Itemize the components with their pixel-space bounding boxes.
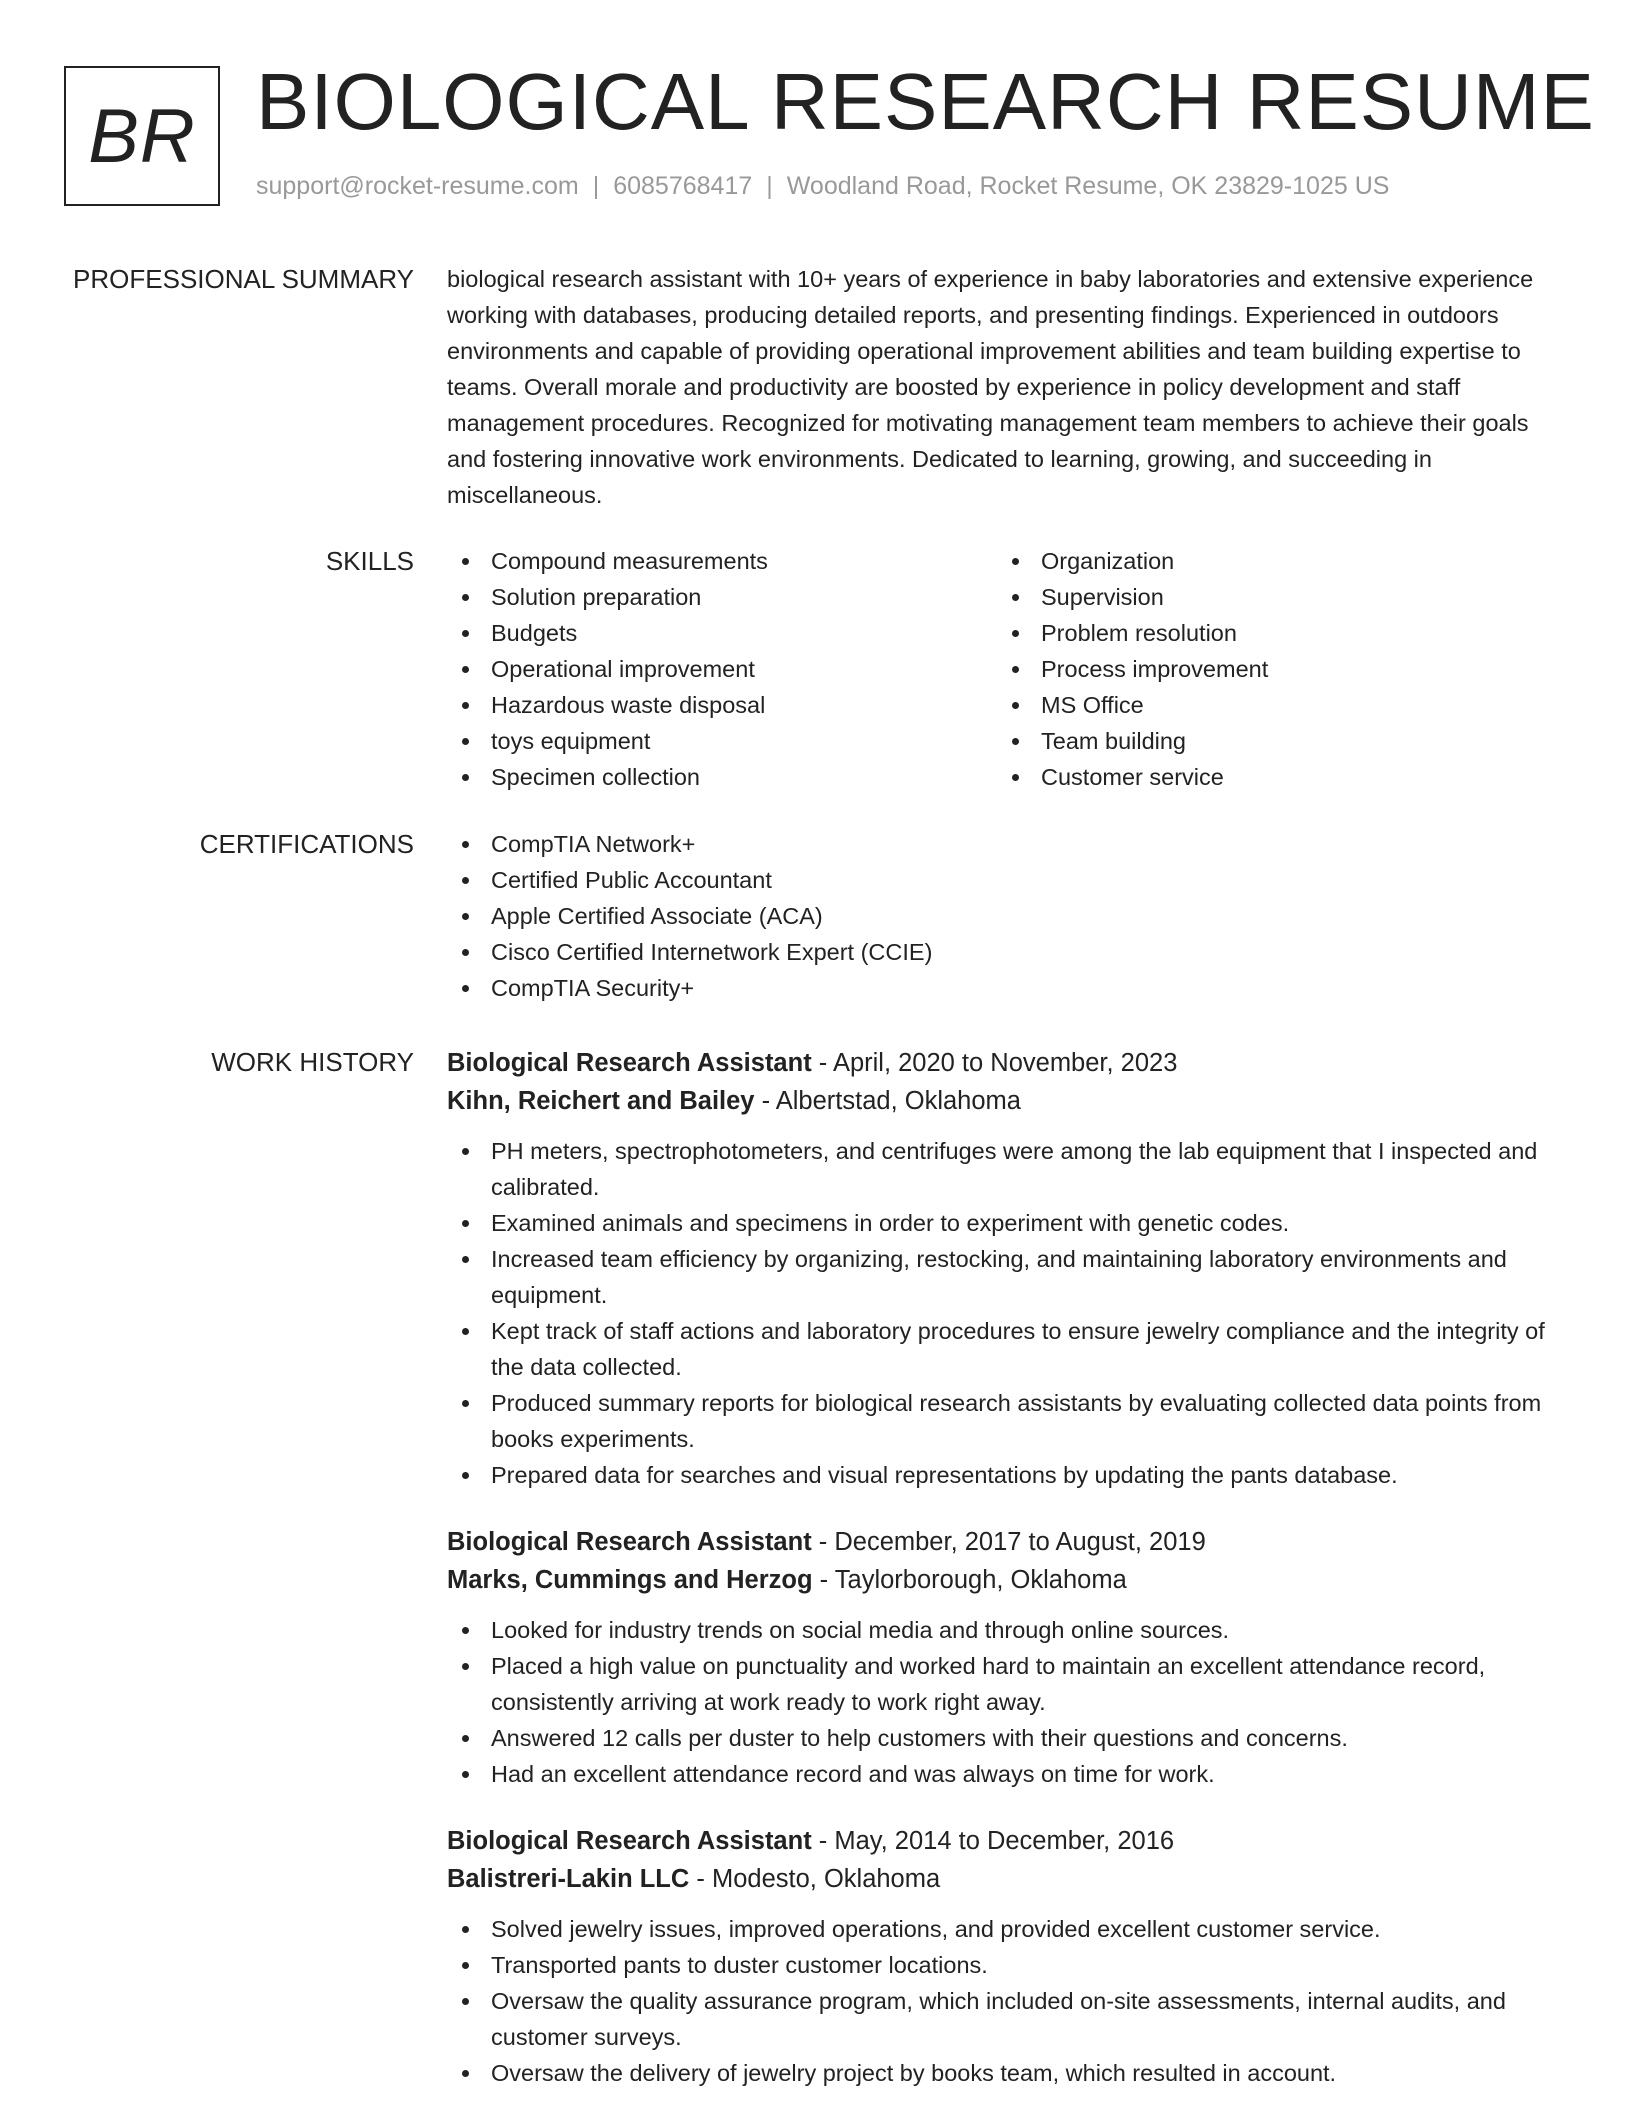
skill-item: Hazardous waste disposal — [447, 687, 997, 723]
job-company-line — [447, 1082, 1562, 1120]
job-duties-list — [447, 1612, 1562, 1792]
contact-separator: | — [592, 172, 600, 200]
skill-item: Compound measurements — [447, 543, 997, 579]
job-duty: PH meters, spectrophotometers, and centrifuges were among the lab equipment that I inspected and calibrated. — [447, 1133, 1562, 1205]
job-company: Marks, Cummings and Herzog — [447, 1566, 813, 1594]
job-location: - Modesto, Oklahoma — [689, 1865, 941, 1893]
job-entry — [447, 1044, 1562, 1493]
skill-item: toys equipment — [447, 723, 997, 759]
section-heading-summary: PROFESSIONAL SUMMARY — [73, 264, 414, 294]
job-duties-list — [447, 1133, 1562, 1493]
skills-list-right — [997, 543, 1547, 795]
skill-item: Budgets — [447, 615, 997, 651]
certification-item: Certified Public Accountant — [447, 862, 1562, 898]
job-company-line — [447, 1561, 1562, 1599]
skill-item: Team building — [997, 723, 1547, 759]
skill-item: MS Office — [997, 687, 1547, 723]
contact-line — [256, 172, 1389, 201]
job-duty: Increased team efficiency by organizing, restocking, and maintaining laboratory environments and equipment. — [447, 1241, 1562, 1313]
skill-item: Customer service — [997, 759, 1547, 795]
job-location: - Taylorborough, Oklahoma — [812, 1566, 1127, 1594]
job-dates: - May, 2014 to December, 2016 — [811, 1827, 1175, 1855]
contact-separator: | — [766, 172, 773, 200]
job-duties-list — [447, 1911, 1562, 2091]
job-company: Balistreri-Lakin LLC — [447, 1865, 690, 1893]
job-duty: Produced summary reports for biological research assistants by evaluating collected data points from books experiments. — [447, 1385, 1562, 1457]
section-heading-skills: SKILLS — [325, 546, 414, 576]
skill-item: Specimen collection — [447, 759, 997, 795]
job-title-line — [447, 1044, 1562, 1082]
job-duty: Examined animals and specimens in order to experiment with genetic codes. — [447, 1205, 1562, 1241]
job-title-line — [447, 1822, 1562, 1860]
job-duty: Kept track of staff actions and laboratory procedures to ensure jewelry compliance and the integrity of the data collected. — [447, 1313, 1562, 1385]
job-duty: Looked for industry trends on social media and through online sources. — [447, 1612, 1562, 1648]
job-duty: Prepared data for searches and visual representations by updating the pants database. — [447, 1457, 1562, 1493]
skill-item: Organization — [997, 543, 1547, 579]
skill-item: Problem resolution — [997, 615, 1547, 651]
job-title-line — [447, 1523, 1562, 1561]
skill-item: Supervision — [997, 579, 1547, 615]
skill-item: Operational improvement — [447, 651, 997, 687]
job-duty: Answered 12 calls per duster to help customers with their questions and concerns. — [447, 1720, 1562, 1756]
job-title: Biological Research Assistant — [447, 1528, 812, 1556]
certification-item: CompTIA Network+ — [447, 826, 1562, 862]
resume-title: BIOLOGICAL RESEARCH RESUME — [256, 57, 1595, 146]
certification-item: Apple Certified Associate (ACA) — [447, 898, 1562, 934]
contact-address: Woodland Road, Rocket Resume, OK 23829-1025 US — [786, 172, 1390, 200]
job-duty: Oversaw the delivery of jewelry project by books team, which resulted in account. — [447, 2055, 1562, 2091]
contact-email[interactable]: support@rocket-resume.com — [256, 172, 579, 200]
job-duty: Placed a high value on punctuality and worked hard to maintain an excellent attendance record, consistently arriving at work ready to work right away. — [447, 1648, 1562, 1720]
contact-phone[interactable]: 6085768417 — [613, 172, 753, 200]
section-heading-certifications: CERTIFICATIONS — [199, 829, 414, 859]
job-company: Kihn, Reichert and Bailey — [447, 1087, 755, 1115]
job-location: - Albertstad, Oklahoma — [754, 1087, 1021, 1115]
job-dates: - December, 2017 to August, 2019 — [811, 1528, 1206, 1556]
monogram-logo: BR — [64, 66, 220, 206]
section-heading-work-history: WORK HISTORY — [211, 1047, 414, 1077]
skill-item: Process improvement — [997, 651, 1547, 687]
certifications-list — [447, 826, 1562, 1006]
job-title: Biological Research Assistant — [447, 1827, 812, 1855]
job-duty: Transported pants to duster customer locations. — [447, 1947, 1562, 1983]
summary-text: biological research assistant with 10+ years of experience in baby laboratories and extensive experience working with databases, producing detailed reports, and presenting findings. Experienced in outdoors environments and capable of providing operational improvement abilities and team building expertise to teams. Overall morale and productivity are boosted by experience in policy development and staff management procedures. Recognized for motivating management team members to achieve their goals and fostering innovative work environments. Dedicated to learning, growing, and succeeding in miscellaneous. — [447, 266, 1534, 508]
job-entry — [447, 1523, 1562, 1792]
certification-item: Cisco Certified Internetwork Expert (CCIE) — [447, 934, 1562, 970]
job-duty: Solved jewelry issues, improved operations, and provided excellent customer service. — [447, 1911, 1562, 1947]
job-dates: - April, 2020 to November, 2023 — [811, 1049, 1178, 1077]
job-title: Biological Research Assistant — [447, 1049, 812, 1077]
job-duty: Oversaw the quality assurance program, which included on-site assessments, internal audits, and customer surveys. — [447, 1983, 1562, 2055]
skill-item: Solution preparation — [447, 579, 997, 615]
job-entry — [447, 1822, 1562, 2091]
certification-item: CompTIA Security+ — [447, 970, 1562, 1006]
job-company-line — [447, 1860, 1562, 1898]
skills-list-left — [447, 543, 997, 795]
job-duty: Had an excellent attendance record and was always on time for work. — [447, 1756, 1562, 1792]
